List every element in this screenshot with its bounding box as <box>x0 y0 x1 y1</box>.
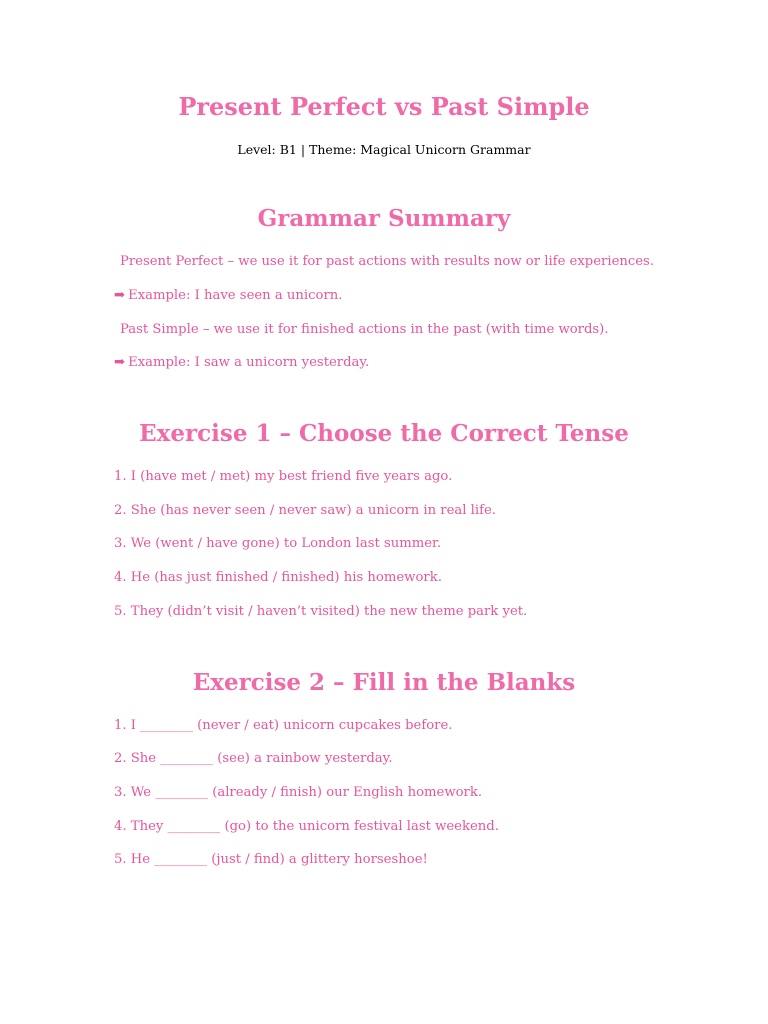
grammar-summary-heading: Grammar Summary <box>257 205 511 232</box>
exercise1-item: 1. I (have met / met) my best friend five years ago. <box>114 469 453 484</box>
example-past-simple-text: Example: I saw a unicorn yesterday. <box>128 355 370 370</box>
present-perfect-rule: Present Perfect – we use it for past actions with results now or life experiences. <box>120 254 655 269</box>
exercise2-item: 2. She ________ (see) a rainbow yesterday. <box>114 751 393 766</box>
right-arrow-icon: ➡ <box>114 288 126 303</box>
exercise2-item: 5. He ________ (just / find) a glittery horseshoe! <box>114 852 428 867</box>
example-present-perfect <box>114 288 342 303</box>
exercise1-item: 3. We (went / have gone) to London last summer. <box>114 536 442 551</box>
exercise2-item: 1. I ________ (never / eat) unicorn cupcakes before. <box>114 718 453 733</box>
exercise2-heading: Exercise 2 – Fill in the Blanks <box>192 669 576 696</box>
exercise2-item: 3. We ________ (already / finish) our English homework. <box>114 785 483 800</box>
exercise1-item: 5. They (didn’t visit / haven’t visited) the new theme park yet. <box>114 604 528 619</box>
exercise2-item: 4. They ________ (go) to the unicorn festival last weekend. <box>114 819 499 834</box>
example-past-simple <box>114 355 369 370</box>
exercise1-item: 2. She (has never seen / never saw) a unicorn in real life. <box>114 503 496 518</box>
example-present-perfect-text: Example: I have seen a unicorn. <box>128 288 343 303</box>
exercise1-heading: Exercise 1 – Choose the Correct Tense <box>139 420 629 447</box>
right-arrow-icon: ➡ <box>114 355 126 370</box>
past-simple-rule: Past Simple – we use it for finished actions in the past (with time words). <box>120 322 609 337</box>
page-title: Present Perfect vs Past Simple <box>178 92 590 121</box>
exercise1-item: 4. He (has just finished / finished) his homework. <box>114 570 442 585</box>
page-subtitle: Level: B1 | Theme: Magical Unicorn Grammar <box>237 142 531 157</box>
